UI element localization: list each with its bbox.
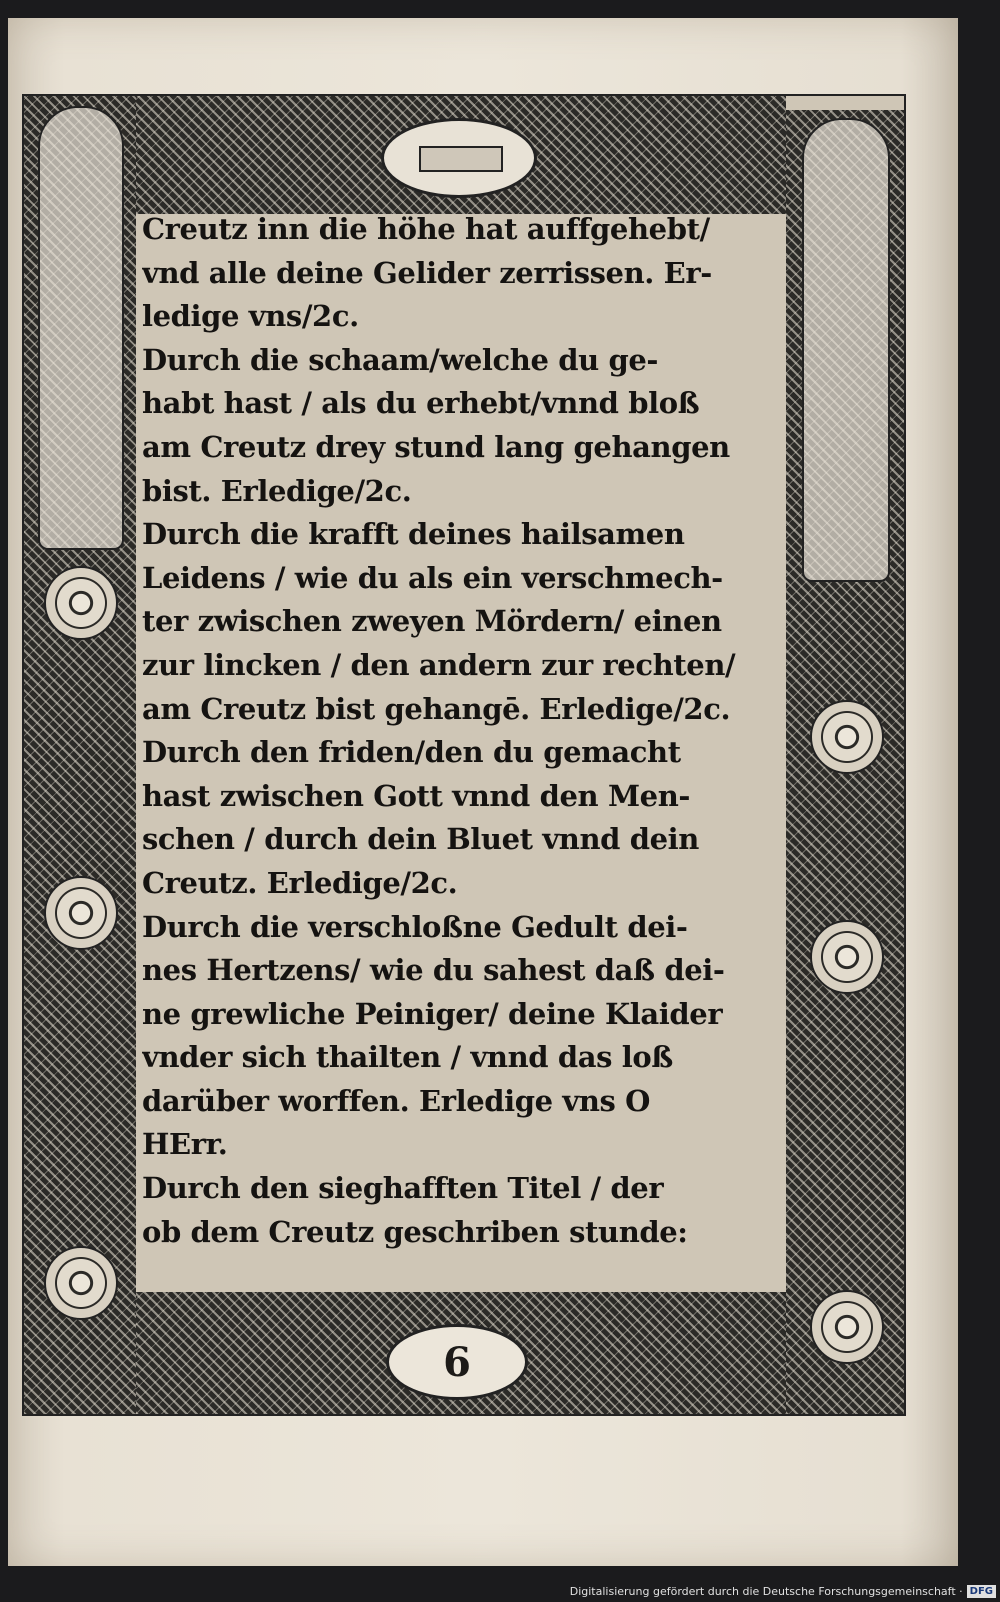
text-line: HErr.: [142, 1127, 228, 1162]
page-number: 6: [443, 1338, 471, 1386]
top-cartouche: [381, 118, 537, 198]
left-ornament-border: [24, 96, 136, 1414]
text-line: hast zwischen Gott vnnd den Men-: [142, 778, 691, 813]
text-line: Durch die krafft deines hailsamen: [142, 517, 685, 552]
rosette-ornament: [44, 566, 118, 640]
text-line: vnder sich thailten / vnnd das loß: [142, 1040, 673, 1075]
dfg-logo: DFG: [967, 1585, 996, 1598]
text-line: ne grewliche Peiniger/ deine Klaider: [142, 996, 723, 1031]
text-line: Durch die verschloßne Gedult dei-: [142, 909, 688, 944]
bottom-ornament-border: [136, 1292, 786, 1414]
text-line: Creutz. Erledige/2c.: [142, 865, 458, 900]
book-page: [8, 18, 958, 1566]
text-line: Creutz inn die höhe hat auffgehebt/: [142, 212, 710, 246]
text-line: habt hast / als du erhebt/vnnd bloß: [142, 386, 700, 421]
saint-figure-illustration: [802, 118, 890, 582]
rosette-ornament: [810, 1290, 884, 1364]
text-line: darüber worffen. Erledige vns O: [142, 1083, 650, 1118]
text-line: nes Hertzens/ wie du sahest daß dei-: [142, 953, 725, 988]
text-line: bist. Erledige/2c.: [142, 473, 412, 508]
text-line: am Creutz drey stund lang gehangen: [142, 429, 730, 464]
text-line: schen / durch dein Bluet vnnd dein: [142, 822, 699, 857]
rosette-ornament: [44, 876, 118, 950]
text-line: Durch die schaam/welche du ge-: [142, 342, 659, 377]
credit-text: Digitalisierung gefördert durch die Deutsche Forschungsgemeinschaft ·: [569, 1585, 963, 1598]
text-line: Leidens / wie du als ein verschmech-: [142, 560, 723, 595]
text-line: Durch den sieghafften Titel / der: [142, 1171, 664, 1206]
text-line: am Creutz bist gehangē. Erledige/2c.: [142, 691, 731, 726]
rosette-ornament: [810, 700, 884, 774]
text-line: ledige vns/2c.: [142, 299, 359, 334]
text-line: Durch den friden/den du gemacht: [142, 735, 681, 770]
rosette-ornament: [810, 920, 884, 994]
page-number-cartouche: [386, 1324, 528, 1400]
right-ornament-border: [786, 110, 904, 1414]
text-line: zur lincken / den andern zur rechten/: [142, 647, 736, 682]
woodcut-border-frame: [22, 94, 906, 1416]
rosette-ornament: [44, 1246, 118, 1320]
text-line: ter zwischen zweyen Mördern/ einen: [142, 604, 722, 639]
text-line: vnd alle deine Gelider zerrissen. Er-: [142, 255, 712, 290]
digitization-credit: [570, 1585, 996, 1598]
top-ornament-border: [136, 96, 786, 214]
body-text: [142, 208, 754, 1254]
text-line: ob dem Creutz geschriben stunde:: [142, 1214, 688, 1249]
madonna-figure-illustration: [38, 106, 124, 550]
